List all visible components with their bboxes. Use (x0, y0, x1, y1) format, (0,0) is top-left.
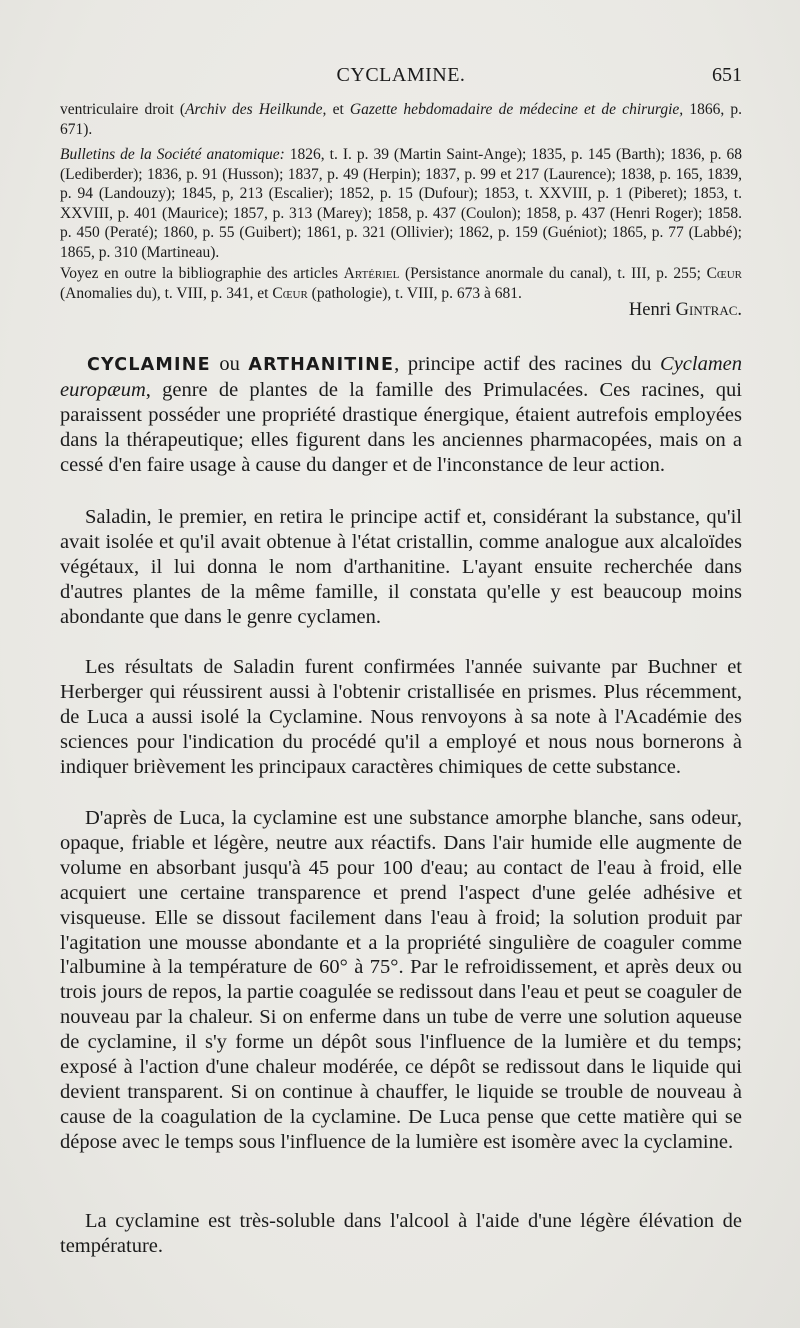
page-header (60, 64, 742, 92)
running-title: CYCLAMINE. (336, 64, 466, 86)
journal-title: Bulletins de la Société anatomique: (60, 146, 285, 163)
bibliography-see-also: Voyez en outre la bibliographie des articles Artériel (Persistance anormale du canal), t. III, p. 255; Cœur (Anomalies du), t. VIII, p. 341, et Cœur (pathologie), t. VIII, p. 673 à 681. (60, 265, 742, 302)
article-paragraph-5: La cyclamine est très-soluble dans l'alcool à l'aide d'une légère élévation de température. (60, 1210, 742, 1257)
article-paragraph-2: Saladin, le premier, en retira le principe actif et, considérant la substance, qu'il avait isolée et qu'il avait obtenue à l'état cristallin, comme analogue aux alcaloïdes végétaux, il lui donna le nom d'arthanitine. L'ayant ensuite recherchée dans d'autres plantes de la même famille, il constata qu'elle y est beaucoup moins abondante que dans le genre cyclamen. (60, 506, 742, 628)
article-paragraph-4: D'après de Luca, la cyclamine est une substance amorphe blanche, sans odeur, opaque, friable et légère, neutre aux réactifs. Dans l'air humide elle augmente de volume en absorbant jusqu'à 45 pour 100 d'eau; au contact de l'eau à froid, elle acquiert une certaine transparence et prend l'aspect d'une gelée adhésive et visqueuse. Elle se dissout facilement dans l'eau à froid; la solution produit par l'agitation une mousse abondante et a la propriété singulière de coaguler comme l'albumine à la température de 60° à 75°. Par le refroidissement, et après deux ou trois jours de repos, la partie coagulée se redissout dans l'eau et peut se coaguler de nouveau par la chaleur. Si on enferme dans un tube de verre une solution aqueuse de cyclamine, il s'y forme un dépôt sous l'influence de la lumière et du temps; exposé à l'action d'une chaleur modérée, ce dépôt se redissout dans le liquide qui devient transparent. Si on continue à chauffer, le liquide se trouble de nouveau à cause de la coagulation de la cyclamine. De Luca pense que cette matière qui se dépose avec le temps sous l'influence de la lumière est isomère avec la cyclamine. (60, 807, 742, 1153)
page-number: 651 (712, 64, 742, 86)
article-headword: CYCLAMINE (87, 355, 211, 375)
author-signature: Henri Gintrac. (628, 300, 742, 320)
bibliography-entry-continuation: ventriculaire droit (Archiv des Heilkunde, et Gazette hebdomadaire de médecine et de chirurgie, 1866, p. 671). (60, 101, 742, 138)
journal-title: Gazette hebdomadaire de médecine et de chirurgie, (349, 101, 684, 118)
cross-reference: Artériel (343, 265, 400, 282)
article-paragraph-3: Les résultats de Saladin furent confirmées l'année suivante par Buchner et Herberger qui réussirent aussi à l'obtenir cristallisée en prismes. Plus récemment, de Luca a aussi isolé la Cyclamine. Nous renvoyons à sa note à l'Académie des sciences pour l'indication du procédé qu'il a employé et nous nous bornerons à indiquer brièvement les principaux caractères chimiques de cette substance. (60, 656, 742, 778)
cross-reference: Cœur (706, 265, 742, 282)
article-alt-headword: ARTHANITINE (248, 355, 395, 375)
bibliography-entry-bulletins: Bulletins de la Société anatomique: 1826, t. I. p. 39 (Martin Saint-Ange); 1835, p. 145 (Barth); 1836, p. 68 (Lediberder); 1836, p. 91 (Husson); 1837, p. 49 (Herpin); 1837, p. 99 et 217 (Laurence); 1838, p. 165, 1839, p. 94 (Landouzy); 1845, p, 213 (Escalier); 1852, p. 15 (Dufour); 1853, t. XXVIII, p. 1 (Piberet); 1853, t. XXVIII, p. 401 (Maurice); 1857, p. 313 (Marey); 1858, p. 437 (Coulon); 1858, p. 437 (Henri Roger); 1858. p. 450 (Peraté); 1860, p. 55 (Guibert); 1861, p. 321 (Ollivier); 1862, p. 159 (Guéniot); 1865, p. 77 (Labbé); 1865, p. 310 (Martineau). (60, 146, 743, 261)
cross-reference: Cœur (272, 284, 308, 302)
article-paragraph-1: CYCLAMINE ou ARTHANITINE, principe actif des racines du Cyclamen europæum, genre de plantes de la famille des Primulacées. Ces racines, qui paraissent posséder une propriété drastique énergique, étaient autrefois employées dans la thérapeutique; elles figurent dans les anciennes pharmacopées, mais on a cessé d'en faire usage à cause du danger et de l'inconstance de leur action. (60, 353, 742, 476)
journal-title: Archiv des Heilkunde, (185, 101, 327, 118)
species-name: Cyclamen europæum (60, 353, 742, 401)
